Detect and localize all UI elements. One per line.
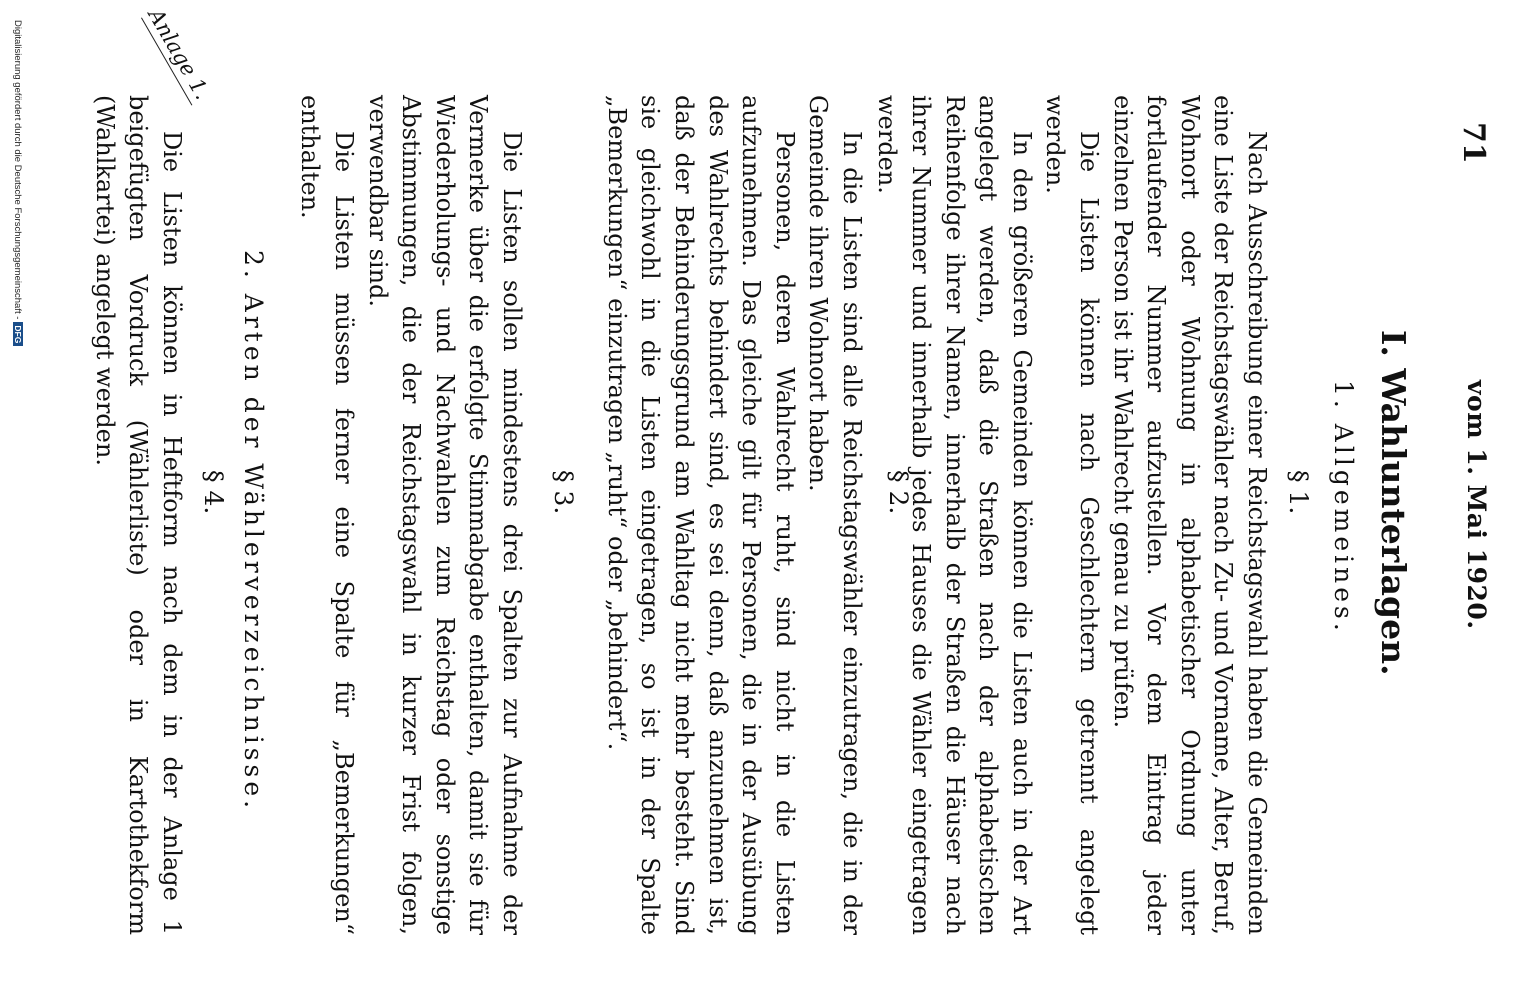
section-title: I. Wahlunterlagen. xyxy=(1374,330,1413,676)
paragraph-3-text-1: Die Listen sollen mindestens drei Spalten zur Aufnahme der Vermerke über die erfolgte Stimmabgabe enthalten, damit sie für Wiederholungs- und Nachwahlen zum Reichstag oder sonstige Abstimmungen, die der Reichstagswahl in kurzer Frist folgen, verwendbar sind. xyxy=(363,95,526,935)
paragraph-2-body xyxy=(599,95,868,935)
header-date: vom 1. Mai 1920. xyxy=(1462,380,1491,630)
digitization-credit-text: Digitalisierung gefördert durch die Deutsche Forschungsgemeinschaft - xyxy=(12,20,23,320)
paragraph-3-body xyxy=(293,95,528,935)
paragraph-1-text-3: In den größeren Gemeinden können die Listen auch in der Art angelegt werden, daß die Straßen nach der alphabetischen Reihenfolge ihrer Namen, innerhalb der Straßen die Häuser nach ihrer Nummer und innerhalb jedes Hauses die Wähler eingetragen werden. xyxy=(873,95,1036,935)
subsection-heading-general: 1. Allgemeines. xyxy=(1329,380,1358,635)
paragraph-2-text-1: In die Listen sind alle Reichstagswähler einzutragen, die in der Gemeinde ihren Wohnort haben. xyxy=(804,95,866,935)
dfg-logo: DFG xyxy=(13,322,23,346)
paragraph-4-body xyxy=(87,95,188,935)
paragraph-mark-3: § 3. xyxy=(549,470,578,515)
paragraph-3-text-2: Die Listen müssen ferner eine Spalte für „Bemerkungen“ enthalten. xyxy=(296,95,359,935)
paragraph-mark-2: § 2. xyxy=(884,470,913,515)
paragraph-1-body xyxy=(870,95,1273,935)
paragraph-1-text-2: Die Listen können nach Geschlechtern getrennt angelegt werden. xyxy=(1041,95,1104,935)
paragraph-2-text-2: Personen, deren Wahlrecht ruht, sind nicht in die Listen aufzunehmen. Das gleiche gilt für Personen, die in der Ausübung des Wahlrechts behindert sind, es sei denn, daß anzunehmen ist, daß der Behinderungsgrund am Wahltag nicht mehr besteht. Sind sie gleichwohl in die Listen eingetragen, so ist in der Spalte „Bemerkungen“ einzutragen „ruht“ oder „behindert“. xyxy=(602,95,799,935)
page-number: 71 xyxy=(1456,122,1491,164)
digitization-credit xyxy=(12,20,23,920)
paragraph-1-text-1: Nach Ausschreibung einer Reichstagswahl haben die Gemeinden eine Liste der Reichstagswähler nach Zu- und Vorname, Alter, Beruf, Wohnort oder Wohnung in alphabetischer Ordnung unter fortlaufender Nummer aufzustellen. Vor dem Eintrag jeder einzelnen Person ist ihr Wahlrecht genau zu prüfen. xyxy=(1108,95,1271,935)
margin-note-annex: Anlage 1. xyxy=(141,5,215,106)
paragraph-mark-1: § 1. xyxy=(1284,470,1313,515)
paragraph-mark-4: § 4. xyxy=(199,470,228,515)
paragraph-4-text-1: Die Listen können in Heftform nach dem in der Anlage 1 beigefügten Vordruck (Wählerliste) oder in Kartothekform (Wahlkartei) angelegt werden. xyxy=(90,95,186,935)
subsection-heading-voter-lists: 2. Arten der Wählerverzeichnisse. xyxy=(239,250,268,813)
